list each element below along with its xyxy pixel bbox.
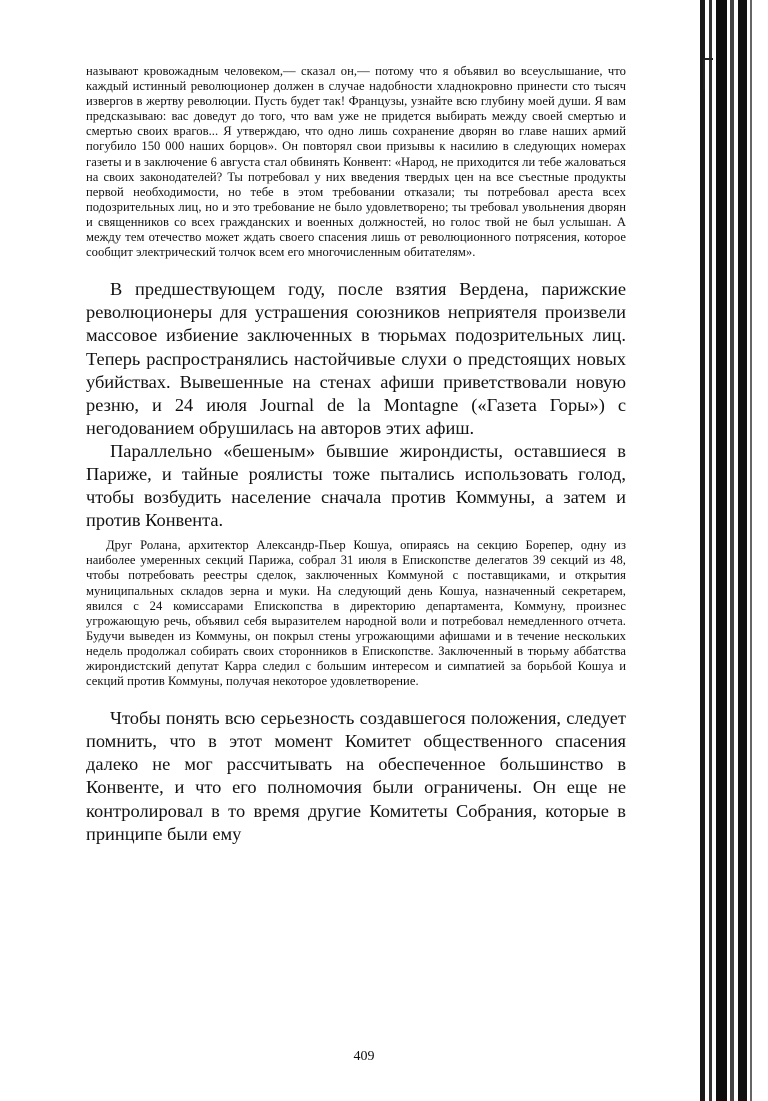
main-paragraph-1: В предшествующем году, после взятия Вердена, парижские революционеры для устрашения союзников неприятеля произвели массовое избиение заключенных в тюрьмах подозрительных лиц. Теперь распространялись настойчивые слухи о предстоящих новых убийствах. Вывешенные на стенах афиши приветствовали новую резню, и 24 июля Journal de la Montagne («Газета Горы») с негодованием обрушилась на авторов этих афиш. — [86, 279, 626, 438]
binding-edge-strip — [700, 0, 705, 1101]
binding-edge-strip — [750, 0, 752, 1101]
binding-edge-strip — [738, 0, 747, 1101]
main-paragraph-3: Чтобы понять всю серьезность создавшегося положения, следует помнить, что в этот момент Комитет общественного спасения далеко не мог рассчитывать на обеспеченное большинство в Конвенте, и что его полномочия были ограничены. Он еще не контролировал в то время другие Комитеты Собрания, которые в принципе были ему — [86, 708, 626, 844]
page-corner-mark — [703, 58, 713, 90]
binding-edge-strip — [716, 0, 727, 1101]
binding-edge-strip — [709, 0, 712, 1101]
text-column — [86, 64, 626, 846]
quote-paragraph: называют кровожадным человеком,— сказал он,— потому что я объявил во всеуслышание, что каждый истинный революционер должен в случае надобности хладнокровно принести сто тысяч извергов в жертву революции. Пусть будет так! Французы, узнайте всю глубину моей души. Я вам предсказываю: вас доведут до того, что вам уже не придется выбирать между своей смертью и смертью своих врагов... Я утверждаю, что одно лишь сохранение дворян во главе наших армий погубило 150 000 наших борцов». Он повторял свои призывы к насилию в следующих номерах газеты и в заключение 6 августа стал обвинять Конвент: «Народ, не приходится ли тебе жаловаться на своих законодателей? Ты потребовал у них введения твердых цен на все съестные продукты первой необходимости, но тебе в этом требовании отказали; ты потребовал ареста всех подозрительных лиц, но и это требование не было удовлетворено; ты требовал увольнения дворян и священников со всех гражданских и военных должностей, но голос твой не был услышан. А между тем отечество может ждать своего спасения лишь от революционного потрясения, которое сообщит электрический толчок всем его многочисленным обитателям». — [86, 64, 626, 260]
note-paragraph: Друг Ролана, архитектор Александр-Пьер Кошуа, опираясь на секцию Борепер, одну из наиболее умеренных секций Парижа, собрал 31 июля в Епископстве делегатов 39 секций из 48, чтобы потребовать реестры сделок, заключенных Коммуной с поставщиками, и открытия муниципальных складов зерна и муки. На следующий день Кошуа, назначенный секретарем, явился с 24 комиссарами Епископства в директорию департамента, Коммуну, произнес угрожающую речь, объявил себя выразителем народной воли и потребовал немедленного отчета. Будучи выведен из Коммуны, он покрыл стены угрожающими афишами и в течение нескольких недель продолжал собирать своих сторонников в Епископстве. Заключенный в тюрьму аббатства жирондистский депутат Карра следил с большим интересом и симпатией за борьбой Кошуа и секций против Коммуны, получая некоторое удовлетворение. — [86, 538, 626, 689]
binding-edge-strip — [730, 0, 734, 1101]
page-number: 409 — [353, 1049, 375, 1064]
main-paragraph-2: Параллельно «бешеным» бывшие жирондисты, оставшиеся в Париже, и тайные роялисты тоже пытались использовать голод, чтобы возбудить население сначала против Коммуны, а затем и против Конвента. — [86, 440, 626, 531]
